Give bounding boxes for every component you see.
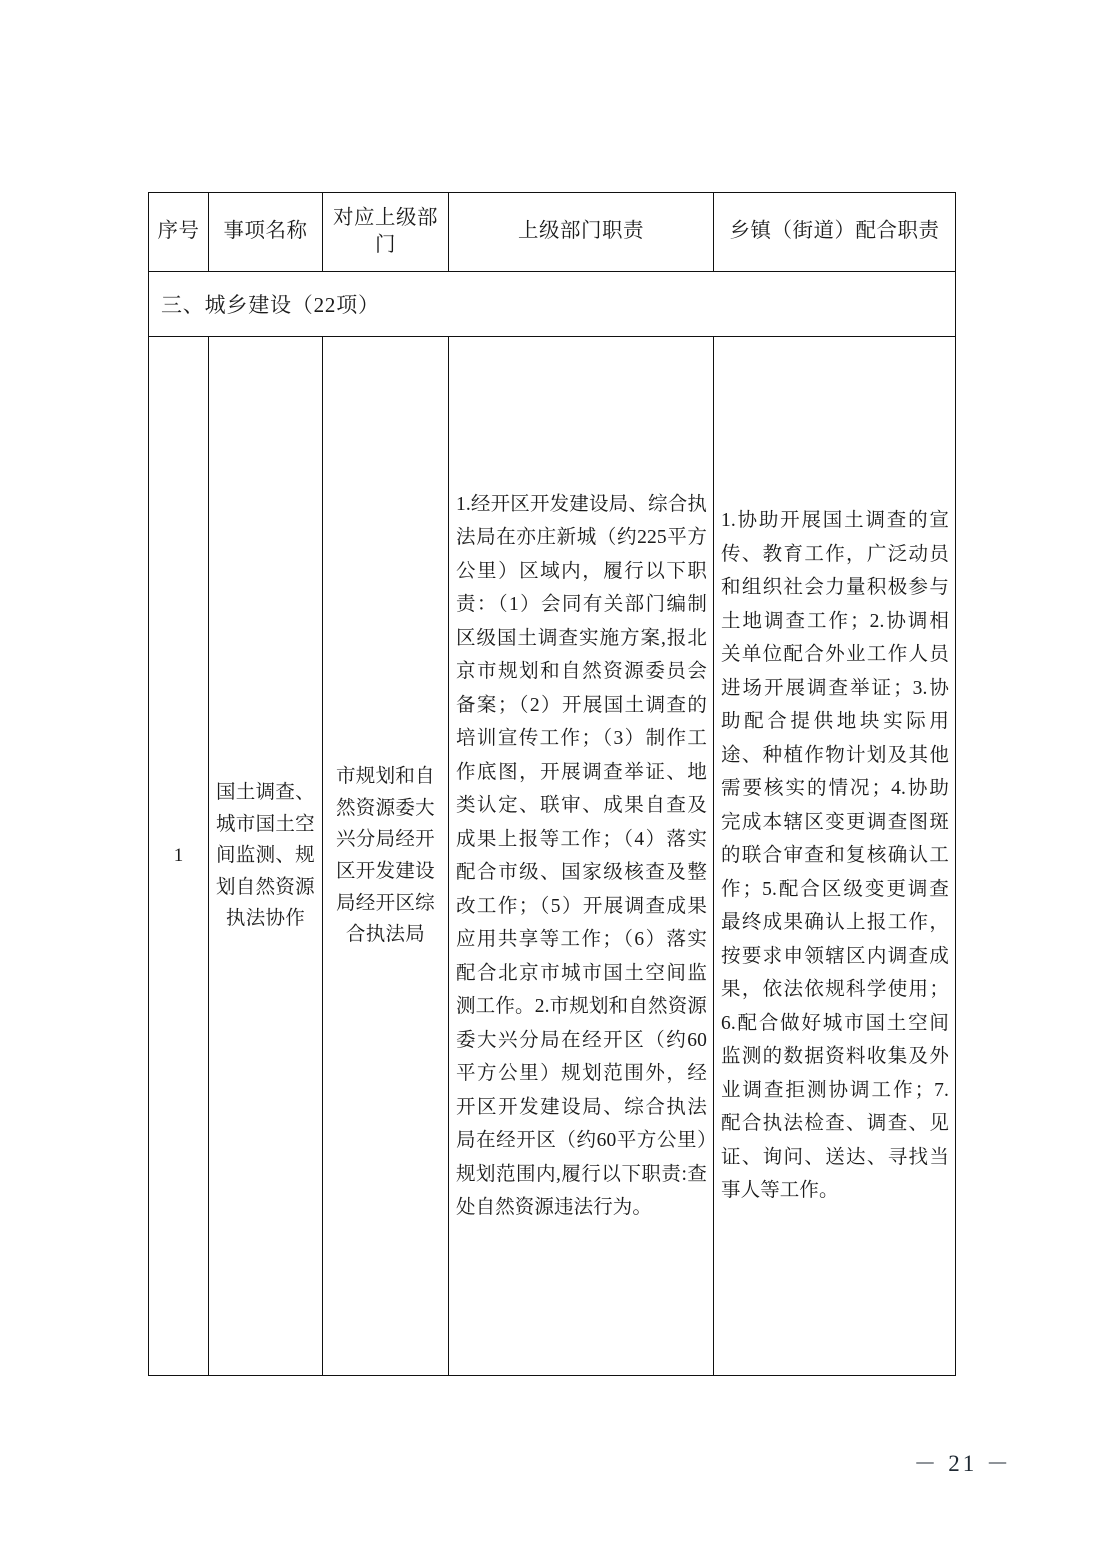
cell-upper-duty-text: 1.经开区开发建设局、综合执法局在亦庄新城（约225平方公里）区域内，履行以下职责：（1）会同有关部门编制区级国土调查实施方案,报北京市规划和自然资源委员会备案；（2）开展国土调查的培训宣传工作；（3）制作工作底图，开展调查举证、地类认定、联审、成果自查及成果上报等工作；（4）落实配合市级、国家级核查及整改工作；（5）开展调查成果应用共享等工作；（6）落实配合北京市城市国土空间监测工作。2.市规划和自然资源委大兴分局在经开区（约60平方公里）规划范围外，经开区开发建设局、综合执法局在经开区（约60平方公里）规划范围内,履行以下职责:查处自然资源违法行为。 (456, 493, 707, 1218)
header-cell-seq: 序号 (149, 193, 209, 272)
cell-town-coop (714, 337, 956, 1376)
header-cell-upper-dept: 对应上级部门 (323, 193, 449, 272)
cell-town-coop-text: 1.协助开展国土调查的宣传、教育工作，广泛动员和组织社会力量积极参与土地调查工作；2.协调相关单位配合外业工作人员进场开展调查举证；3.协助配合提供地块实际用途、种植作物计划及其他需要核实的情况；4.协助完成本辖区变更调查图斑的联合审查和复核确认工作；5.配合区级变更调查最终成果确认上报工作，按要求申领辖区内调查成果，依法依规科学使用；6.配合做好城市国土空间监测的数据资料收集及外业调查拒测协调工作；7.配合执法检查、调查、见证、询问、送达、寻找当事人等工作。 (721, 510, 949, 1202)
responsibility-table (148, 192, 956, 1376)
cell-upper-dept-text: 市规划和自然资源委大兴分局经开区开发建设局经开区综合执法局 (335, 766, 435, 946)
cell-seq: 1 (149, 337, 209, 1376)
table-section-row (149, 272, 956, 337)
header-cell-town-coop: 乡镇（街道）配合职责 (714, 193, 956, 272)
cell-upper-duty (449, 337, 714, 1376)
header-cell-item-name: 事项名称 (209, 193, 323, 272)
cell-item-name-text: 国土调查、城市国土空间监测、规划自然资源执法协作 (215, 782, 315, 930)
header-cell-upper-duty: 上级部门职责 (449, 193, 714, 272)
section-title: 三、城乡建设（22项） (149, 272, 956, 337)
table-header-row (149, 193, 956, 272)
page-number: － 21 － (913, 1451, 1012, 1476)
table-row (149, 337, 956, 1376)
cell-item-name (209, 337, 323, 1376)
cell-upper-dept (323, 337, 449, 1376)
